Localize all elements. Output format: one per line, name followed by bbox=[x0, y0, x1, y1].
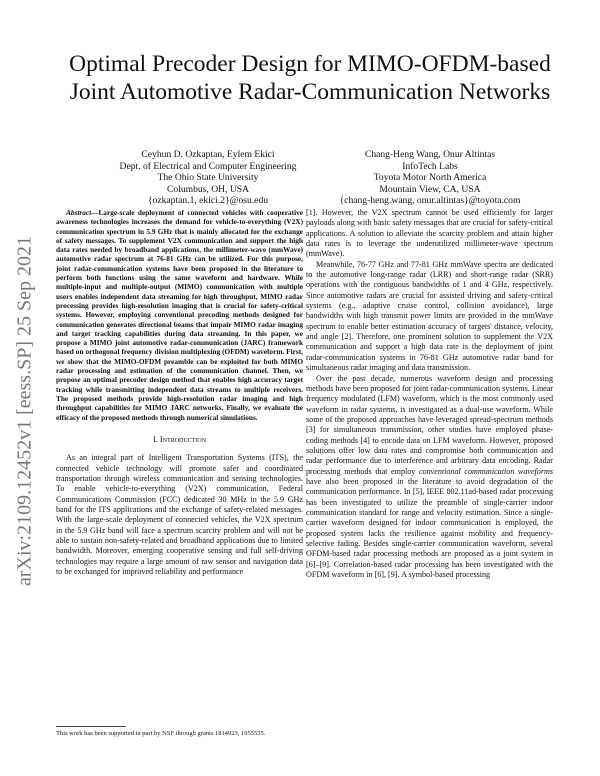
right-column bbox=[306, 208, 553, 580]
body-paragraph bbox=[306, 374, 553, 581]
section-heading: I. Introduction bbox=[152, 434, 206, 444]
author-email: {ozkaptan.1, ekici.2}@osu.edu bbox=[147, 195, 269, 207]
paper-title bbox=[40, 50, 580, 106]
abstract-label: Abstract bbox=[66, 208, 92, 217]
body-paragraph: [1]. However, the V2X spectrum cannot be used efficiently for larger payloads along with basic safety messages that are crucial for safety-critical applications. A solution to alleviate the scarcity problem and attain higher data rates is to leverage the underutilized millimeter-wave spectrum (mmWave). bbox=[306, 208, 553, 259]
author-names: Ceyhun D. Ozkaptan, Eylem Ekici bbox=[141, 149, 275, 160]
author-names: Chang-Heng Wang, Onur Altintas bbox=[364, 149, 496, 160]
footnote-divider bbox=[56, 726, 126, 727]
arxiv-sidebar bbox=[2, 196, 47, 626]
author-block-right bbox=[330, 149, 530, 207]
paragraph-text: Over the past decade, numerous waveform design and processing methods have been proposed for joint radar-communication systems. Linear frequency modulated (LFM) waveform, which is the most commonly used waveform in radar systems, is investigated as a dual-use waveform. While some of the proposed approaches have leveraged spread-spectrum methods [3] for simultaneous transmission, other studies have employed phase-coding methods [4] to encode data on LFM waveform. However, proposed solutions offer low data rates and compromise both communication and radar performance due to interference and arbitrary data encoding. Radar processing methods that employ bbox=[306, 373, 553, 476]
abstract bbox=[56, 208, 303, 422]
footnote: This work has been supported in part by NSF through grants 1814923, 1955535. bbox=[56, 730, 266, 737]
author-location: Mountain View, CA, USA bbox=[379, 183, 481, 195]
author-company: Toyota Motor North America bbox=[373, 172, 487, 184]
author-lab: InfoTech Labs bbox=[402, 160, 458, 172]
paragraph-text: have also been proposed in the literature to avoid degradation of the communication performance. In [5], IEEE 802.11ad-based radar processing has been investigated to utilize the preamble of single-carrier indoor communication standard for range and velocity estimation. Since a single-carrier waveform designed for indoor communication is employed, the proposed system lacks the resilience against mobility and frequency-selective fading. Besides single-carrier communication waveform, several OFDM-based radar processing methods are proposed as a joint system in [6]–[9]. Correlation-based radar processing has been investigated with the OFDM waveform in [6], [9]. A symbol-based processing bbox=[306, 476, 553, 580]
intro-paragraph: As an integral part of Intelligent Transportation Systems (ITS), the connected vehicle technology will promote safer and coordinated transportation through wireless communication and sensing technologies. To enable vehicle-to-everything (V2X) communication, Federal Communications Commission (FCC) dedicated 30 MHz in the 5.9 GHz band for the ITS applications and the exchange of safety-related messages. With the large-scale deployment of connected vehicles, the V2X spectrum in the 5.9 GHz band will face a spectrum scarcity problem and will not be able to sustain non-safety-related and broadband applications due to limited bandwidth. Moreover, emerging cooperative sensing and full self-driving technologies may require a large amount of raw sensor and navigation data to be exchanged for improved reliability and performance bbox=[56, 453, 303, 576]
author-email: {chang-heng.wang, onur.altintas}@toyota.com bbox=[339, 195, 521, 207]
author-university: The Ohio State University bbox=[157, 172, 259, 184]
author-location: Columbus, OH, USA bbox=[166, 183, 250, 195]
title-line-1: Optimal Precoder Design for MIMO-OFDM-based bbox=[69, 51, 551, 77]
title-line-2: Joint Automotive Radar-Communication Networks bbox=[69, 79, 551, 105]
abstract-text: —Large-scale deployment of connected vehicles with cooperative awareness technologies increases the demand for vehicle-to-everything (V2X) communication spectrum in 5.9 GHz that is mainly allocated for the exchange of safety messages. To supplement V2X communication and support the high data rates needed by broadband applications, the millimeter-wave (mmWave) automotive radar spectrum at 76-81 GHz can be utilized. For this purpose, joint radar-communication systems have been proposed in the literature to perform both functions using the same waveform and hardware. While multiple-input and multiple-output (MIMO) communication with multiple users enables independent data streaming for high throughput, MIMO radar processing provides high-resolution imaging that is crucial for safety-critical systems. However, employing conventional precoding methods designed for communication generates directional beams that impair MIMO radar imaging and target tracking capabilities during data streaming. In this paper, we propose a MIMO joint automotive radar-communication (JARC) framework based on orthogonal frequency division multiplexing (OFDM) waveform. First, we show that the MIMO-OFDM preamble can be exploited for both MIMO radar processing and estimation of the communication channel. Then, we propose an optimal precoder design method that enables high accuracy target tracking while transmitting independent data streams to multiple receivers. The proposed methods provide high-resolution radar imaging and high throughput capabilities for MIMO JARC networks. Finally, we evaluate the efficacy of the proposed methods through numerical simulations. bbox=[56, 208, 303, 422]
author-block-left bbox=[108, 149, 308, 207]
author-department: Dept. of Electrical and Computer Engineering bbox=[119, 160, 297, 172]
body-paragraph: Meanwhile, 76-77 GHz and 77-81 GHz mmWave spectra are dedicated to the automotive long-range radar (LRR) and short-range radar (SRR) operations with the contiguous bandwidths of 1 and 4 GHz, respectively. Since automotive radars are crucial for assisted driving and safety-critical systems (e.g., adaptive cruise control, collision avoidance), large bandwidths with high transmit power limits are provided in the mmWave spectrum to enable better estimation accuracy of targets' distance, velocity, and angle [2]. Therefore, one prominent solution to supplement the V2X communication and support a high data rate is the deployment of joint radar-communication systems in 76-81 GHz automotive radar band for simultaneous radar imaging and data transmission. bbox=[306, 259, 553, 373]
emphasis-text: conventional communication waveforms bbox=[418, 466, 553, 476]
left-column bbox=[56, 208, 303, 577]
arxiv-identifier: arXiv:2109.12452v1 [eess.SP] 25 Sep 2021 bbox=[13, 236, 35, 586]
